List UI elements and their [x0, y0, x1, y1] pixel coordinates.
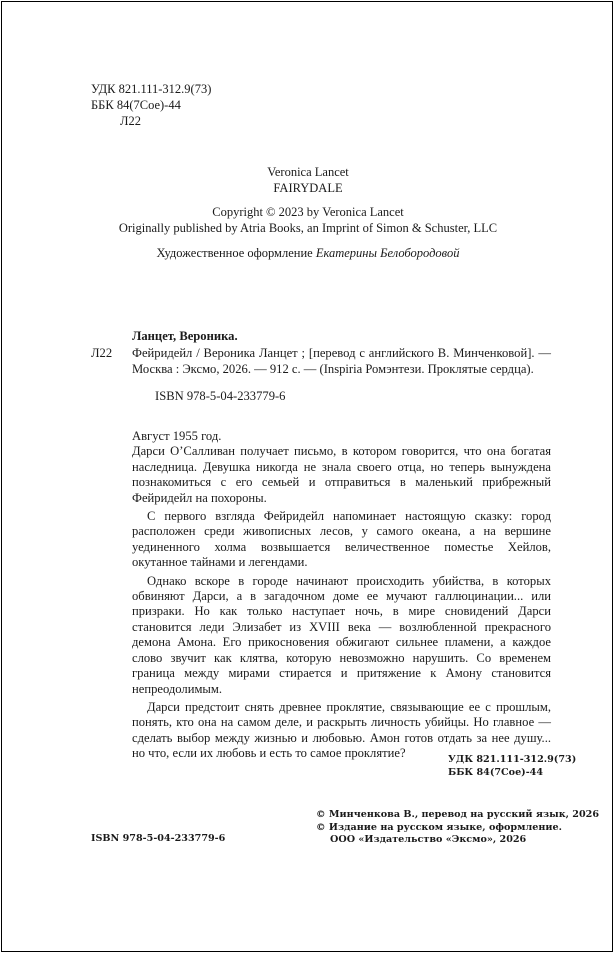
classification-header	[91, 81, 211, 129]
bbk-code-repeat: ББК 84(7Сое)-44	[448, 767, 544, 778]
annotation-paragraph: С первого взгляда Фейридейл напоминает настоящую сказку: город расположен среди живописных лесов, у самого океана, а на вершине уединенного холма возвышается величественное поместье Хейлов, окутанное тайнами и легендами.	[132, 509, 551, 570]
catalog-code: Л22	[91, 345, 113, 360]
copyright-edition: © Издание на русском языке, оформление.	[316, 821, 562, 833]
copyright-translation: © Минченкова В., перевод на русский язык, 2026	[316, 809, 600, 820]
annotation-paragraph: Дарси О’Салливан получает письмо, в котором говорится, что она богатая наследница. Девушка никогда не знала своего отца, но теперь вынуждена познакомиться с его семьей и отправиться в маленький прибрежный Фейридейл на похороны.	[132, 444, 551, 505]
udk-code-repeat: УДК 821.111-312.9(73)	[448, 754, 577, 765]
artist-label: Художественное оформление	[156, 246, 313, 260]
original-title: FAIRYDALE	[273, 181, 343, 195]
publisher-copyright: ООО «Издательство «Эксмо», 2026	[330, 834, 527, 845]
classification-repeat	[448, 753, 576, 779]
annotation-date: Август 1955 год.	[132, 429, 222, 443]
original-copyright: Copyright © 2023 by Veronica Lancet	[212, 205, 404, 219]
footer-isbn: ISBN 978-5-04-233779-6	[91, 833, 226, 844]
copyright-notices	[316, 809, 599, 847]
original-publisher: Originally published by Atria Books, an Imprint of Simon & Schuster, LLC	[118, 221, 498, 235]
original-edition-info	[0, 164, 616, 196]
annotation	[132, 429, 551, 765]
annotation-paragraph: Однако вскоре в городе начинают происходить убийства, в которых обвиняют Дарси, а в загадочном доме ее мучают галлюцинации... или призраки. Но как только наступает ночь, в мире сновидений Дарси становится леди Элизабет из XVIII века — возлюбленной прекрасного демона Амона. Его прикосновения обжигают сильнее пламени, а каждое слово звучит как клятва, которую невозможно нарушить. Со временем граница между мирами стирается и притяжение к Амону становится непреодолимым.	[132, 573, 551, 696]
original-author: Veronica Lancet	[267, 165, 349, 179]
annotation-paragraph: Дарси предстоит снять древнее проклятие, связывающие ее с прошлым, понять, кто она на самом деле, и раскрыть личность убийцы. Но главное — сделать выбор между жизнью и любовью. Амон готов отдать за нее душу... но что, если их любовь и есть то самое проклятие?	[132, 699, 551, 761]
catalog-isbn: ISBN 978-5-04-233779-6	[155, 388, 286, 403]
artist-name: Екатерины Белобородовой	[315, 246, 460, 260]
catalog-author: Ланцет, Вероника.	[132, 329, 238, 343]
artist-credit	[0, 245, 616, 261]
author-mark: Л22	[120, 114, 141, 128]
udk-code: УДК 821.111-312.9(73)	[91, 82, 212, 96]
catalog-record	[91, 328, 551, 404]
catalog-description: Фейридейл / Вероника Ланцет ; [перевод с английского В. Минченковой]. — Москва : Эксмо, 2026. — 912 с. — (Inspiria Ромэнтези. Проклятые сердца).	[132, 345, 551, 376]
bbk-code: ББК 84(7Сое)-44	[91, 98, 181, 112]
original-copyright-info	[0, 204, 616, 236]
